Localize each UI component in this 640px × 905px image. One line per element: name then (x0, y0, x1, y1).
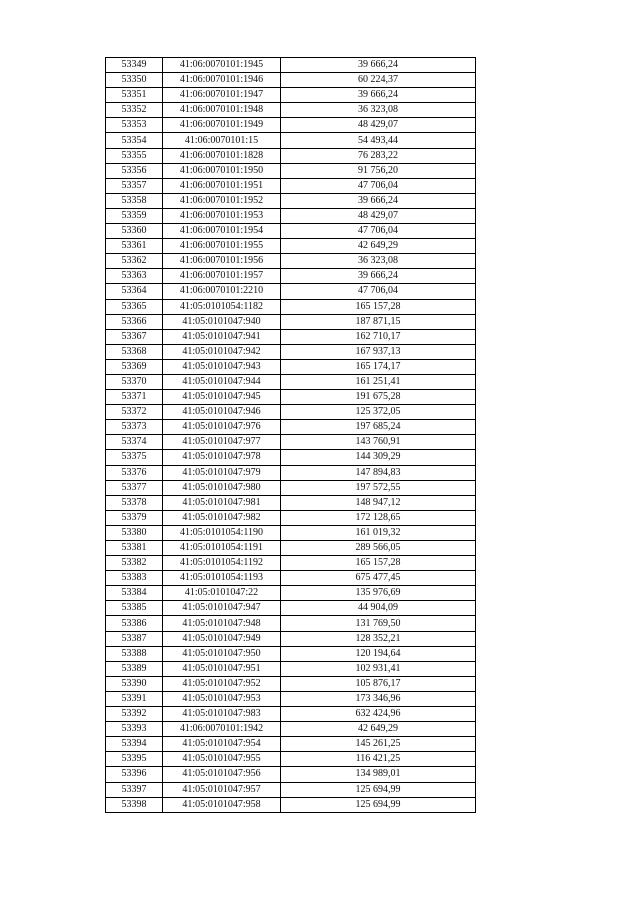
cadastral-number-cell: 41:05:0101047:946 (163, 405, 281, 420)
cadastral-value-cell: 187 871,15 (281, 314, 476, 329)
cadastral-number-cell: 41:06:0070101:1953 (163, 208, 281, 223)
row-number-cell: 53367 (106, 329, 163, 344)
row-number-cell: 53376 (106, 465, 163, 480)
table-row (106, 450, 476, 465)
cadastral-number-cell: 41:06:0070101:15 (163, 133, 281, 148)
table-row (106, 88, 476, 103)
table-row (106, 405, 476, 420)
cadastral-number-cell: 41:06:0070101:1948 (163, 103, 281, 118)
row-number-cell: 53362 (106, 254, 163, 269)
row-number-cell: 53394 (106, 737, 163, 752)
cadastral-value-cell: 134 989,01 (281, 767, 476, 782)
row-number-cell: 53351 (106, 88, 163, 103)
cadastral-number-cell: 41:05:0101047:980 (163, 480, 281, 495)
row-number-cell: 53360 (106, 224, 163, 239)
row-number-cell: 53372 (106, 405, 163, 420)
table-row (106, 541, 476, 556)
cadastral-number-cell: 41:06:0070101:1942 (163, 722, 281, 737)
cadastral-value-cell: 47 706,04 (281, 224, 476, 239)
cadastral-number-cell: 41:05:0101047:941 (163, 329, 281, 344)
table-row (106, 208, 476, 223)
row-number-cell: 53388 (106, 646, 163, 661)
cadastral-value-cell: 36 323,08 (281, 103, 476, 118)
table-row (106, 752, 476, 767)
cadastral-value-cell: 165 174,17 (281, 359, 476, 374)
cadastral-value-cell: 632 424,96 (281, 707, 476, 722)
cadastral-number-cell: 41:05:0101054:1192 (163, 556, 281, 571)
row-number-cell: 53355 (106, 148, 163, 163)
cadastral-number-cell: 41:05:0101047:940 (163, 314, 281, 329)
cadastral-number-cell: 41:05:0101047:22 (163, 586, 281, 601)
table-row (106, 767, 476, 782)
cadastral-number-cell: 41:05:0101047:977 (163, 435, 281, 450)
table-row (106, 556, 476, 571)
row-number-cell: 53363 (106, 269, 163, 284)
table-row (106, 239, 476, 254)
cadastral-value-cell: 76 283,22 (281, 148, 476, 163)
table-row (106, 193, 476, 208)
cadastral-value-cell: 39 666,24 (281, 193, 476, 208)
cadastral-number-cell: 41:06:0070101:1949 (163, 118, 281, 133)
cadastral-number-cell: 41:05:0101047:944 (163, 374, 281, 389)
row-number-cell: 53366 (106, 314, 163, 329)
cadastral-value-cell: 143 760,91 (281, 435, 476, 450)
table-row (106, 435, 476, 450)
table-row (106, 118, 476, 133)
cadastral-value-cell: 39 666,24 (281, 88, 476, 103)
row-number-cell: 53398 (106, 797, 163, 812)
table-row (106, 58, 476, 73)
row-number-cell: 53384 (106, 586, 163, 601)
row-number-cell: 53354 (106, 133, 163, 148)
cadastral-value-cell: 42 649,29 (281, 239, 476, 254)
cadastral-value-cell: 147 894,83 (281, 465, 476, 480)
row-number-cell: 53379 (106, 510, 163, 525)
cadastral-number-cell: 41:05:0101047:951 (163, 661, 281, 676)
table-row (106, 314, 476, 329)
table-row (106, 646, 476, 661)
cadastral-value-cell: 197 685,24 (281, 420, 476, 435)
cadastral-number-cell: 41:06:0070101:1955 (163, 239, 281, 254)
row-number-cell: 53390 (106, 676, 163, 691)
row-number-cell: 53393 (106, 722, 163, 737)
cadastral-number-cell: 41:05:0101047:943 (163, 359, 281, 374)
row-number-cell: 53381 (106, 541, 163, 556)
table-row (106, 571, 476, 586)
row-number-cell: 53382 (106, 556, 163, 571)
cadastral-value-cell: 144 309,29 (281, 450, 476, 465)
table-row (106, 299, 476, 314)
table-row (106, 269, 476, 284)
table-row (106, 586, 476, 601)
row-number-cell: 53396 (106, 767, 163, 782)
cadastral-number-cell: 41:05:0101054:1191 (163, 541, 281, 556)
table-row (106, 525, 476, 540)
cadastral-number-cell: 41:05:0101047:947 (163, 601, 281, 616)
cadastral-number-cell: 41:06:0070101:1954 (163, 224, 281, 239)
cadastral-number-cell: 41:05:0101047:948 (163, 616, 281, 631)
table-row (106, 390, 476, 405)
row-number-cell: 53358 (106, 193, 163, 208)
row-number-cell: 53391 (106, 691, 163, 706)
cadastral-number-cell: 41:05:0101047:956 (163, 767, 281, 782)
row-number-cell: 53370 (106, 374, 163, 389)
row-number-cell: 53386 (106, 616, 163, 631)
cadastral-number-cell: 41:05:0101047:953 (163, 691, 281, 706)
row-number-cell: 53389 (106, 661, 163, 676)
cadastral-value-cell: 125 694,99 (281, 782, 476, 797)
cadastral-value-cell: 47 706,04 (281, 178, 476, 193)
cadastral-value-cell: 102 931,41 (281, 661, 476, 676)
table-row (106, 344, 476, 359)
row-number-cell: 53352 (106, 103, 163, 118)
row-number-cell: 53371 (106, 390, 163, 405)
cadastral-number-cell: 41:05:0101047:983 (163, 707, 281, 722)
table-row (106, 722, 476, 737)
cadastral-value-cell: 675 477,45 (281, 571, 476, 586)
cadastral-value-cell: 135 976,69 (281, 586, 476, 601)
cadastral-number-cell: 41:05:0101047:942 (163, 344, 281, 359)
row-number-cell: 53349 (106, 58, 163, 73)
cadastral-number-cell: 41:06:0070101:2210 (163, 284, 281, 299)
cadastral-value-cell: 91 756,20 (281, 163, 476, 178)
row-number-cell: 53364 (106, 284, 163, 299)
table-row (106, 329, 476, 344)
table-row (106, 163, 476, 178)
cadastral-number-cell: 41:05:0101047:982 (163, 510, 281, 525)
cadastral-value-cell: 47 706,04 (281, 284, 476, 299)
cadastral-value-cell: 173 346,96 (281, 691, 476, 706)
cadastral-number-cell: 41:05:0101047:978 (163, 450, 281, 465)
cadastral-value-cell: 161 019,32 (281, 525, 476, 540)
row-number-cell: 53383 (106, 571, 163, 586)
row-number-cell: 53378 (106, 495, 163, 510)
row-number-cell: 53392 (106, 707, 163, 722)
cadastral-value-cell: 48 429,07 (281, 208, 476, 223)
row-number-cell: 53368 (106, 344, 163, 359)
cadastral-value-cell: 145 261,25 (281, 737, 476, 752)
cadastral-number-cell: 41:05:0101047:949 (163, 631, 281, 646)
cadastral-number-cell: 41:05:0101054:1182 (163, 299, 281, 314)
table-row (106, 133, 476, 148)
cadastral-value-cell: 148 947,12 (281, 495, 476, 510)
row-number-cell: 53374 (106, 435, 163, 450)
cadastral-number-cell: 41:06:0070101:1945 (163, 58, 281, 73)
cadastral-value-cell: 125 372,05 (281, 405, 476, 420)
cadastral-number-cell: 41:06:0070101:1952 (163, 193, 281, 208)
cadastral-value-cell: 191 675,28 (281, 390, 476, 405)
cadastral-value-cell: 125 694,99 (281, 797, 476, 812)
cadastral-number-cell: 41:06:0070101:1950 (163, 163, 281, 178)
table-row (106, 480, 476, 495)
table-row (106, 661, 476, 676)
cadastral-value-cell: 161 251,41 (281, 374, 476, 389)
cadastral-value-cell: 44 904,09 (281, 601, 476, 616)
cadastral-number-cell: 41:05:0101054:1193 (163, 571, 281, 586)
row-number-cell: 53387 (106, 631, 163, 646)
cadastral-number-cell: 41:06:0070101:1957 (163, 269, 281, 284)
cadastral-number-cell: 41:06:0070101:1828 (163, 148, 281, 163)
cadastral-value-cell: 289 566,05 (281, 541, 476, 556)
cadastral-number-cell: 41:05:0101047:981 (163, 495, 281, 510)
table-row (106, 359, 476, 374)
row-number-cell: 53397 (106, 782, 163, 797)
row-number-cell: 53369 (106, 359, 163, 374)
table-row (106, 691, 476, 706)
row-number-cell: 53361 (106, 239, 163, 254)
cadastral-value-cell: 167 937,13 (281, 344, 476, 359)
cadastral-value-cell: 105 876,17 (281, 676, 476, 691)
table-row (106, 782, 476, 797)
table-row (106, 284, 476, 299)
cadastral-number-cell: 41:05:0101047:954 (163, 737, 281, 752)
table-row (106, 707, 476, 722)
cadastral-number-cell: 41:06:0070101:1946 (163, 73, 281, 88)
cadastral-value-cell: 120 194,64 (281, 646, 476, 661)
cadastral-value-cell: 128 352,21 (281, 631, 476, 646)
cadastral-number-cell: 41:05:0101047:979 (163, 465, 281, 480)
table-row (106, 374, 476, 389)
table-row (106, 601, 476, 616)
table-row (106, 797, 476, 812)
row-number-cell: 53356 (106, 163, 163, 178)
cadastral-value-cell: 36 323,08 (281, 254, 476, 269)
cadastral-value-cell: 39 666,24 (281, 269, 476, 284)
cadastral-number-cell: 41:06:0070101:1947 (163, 88, 281, 103)
cadastral-number-cell: 41:05:0101047:955 (163, 752, 281, 767)
row-number-cell: 53373 (106, 420, 163, 435)
table-row (106, 676, 476, 691)
table-row (106, 510, 476, 525)
row-number-cell: 53365 (106, 299, 163, 314)
row-number-cell: 53375 (106, 450, 163, 465)
cadastral-number-cell: 41:05:0101054:1190 (163, 525, 281, 540)
row-number-cell: 53385 (106, 601, 163, 616)
table-row (106, 178, 476, 193)
cadastral-value-table (105, 57, 476, 813)
table-row (106, 103, 476, 118)
row-number-cell: 53350 (106, 73, 163, 88)
table-row (106, 465, 476, 480)
table-row (106, 420, 476, 435)
table-row (106, 73, 476, 88)
cadastral-value-cell: 131 769,50 (281, 616, 476, 631)
row-number-cell: 53359 (106, 208, 163, 223)
cadastral-value-cell: 39 666,24 (281, 58, 476, 73)
row-number-cell: 53395 (106, 752, 163, 767)
cadastral-number-cell: 41:05:0101047:958 (163, 797, 281, 812)
cadastral-value-cell: 60 224,37 (281, 73, 476, 88)
table-row (106, 495, 476, 510)
cadastral-value-cell: 165 157,28 (281, 556, 476, 571)
cadastral-value-cell: 116 421,25 (281, 752, 476, 767)
row-number-cell: 53380 (106, 525, 163, 540)
cadastral-value-cell: 42 649,29 (281, 722, 476, 737)
cadastral-value-cell: 54 493,44 (281, 133, 476, 148)
cadastral-number-cell: 41:06:0070101:1956 (163, 254, 281, 269)
table-row (106, 224, 476, 239)
table-row (106, 631, 476, 646)
cadastral-number-cell: 41:05:0101047:976 (163, 420, 281, 435)
cadastral-value-cell: 162 710,17 (281, 329, 476, 344)
cadastral-value-cell: 48 429,07 (281, 118, 476, 133)
table-body (106, 58, 476, 813)
cadastral-number-cell: 41:05:0101047:952 (163, 676, 281, 691)
cadastral-number-cell: 41:05:0101047:957 (163, 782, 281, 797)
cadastral-number-cell: 41:05:0101047:945 (163, 390, 281, 405)
row-number-cell: 53357 (106, 178, 163, 193)
table-row (106, 737, 476, 752)
row-number-cell: 53353 (106, 118, 163, 133)
table-row (106, 616, 476, 631)
table-row (106, 254, 476, 269)
cadastral-value-cell: 172 128,65 (281, 510, 476, 525)
cadastral-number-cell: 41:05:0101047:950 (163, 646, 281, 661)
cadastral-value-cell: 165 157,28 (281, 299, 476, 314)
cadastral-value-cell: 197 572,55 (281, 480, 476, 495)
row-number-cell: 53377 (106, 480, 163, 495)
table-row (106, 148, 476, 163)
cadastral-number-cell: 41:06:0070101:1951 (163, 178, 281, 193)
